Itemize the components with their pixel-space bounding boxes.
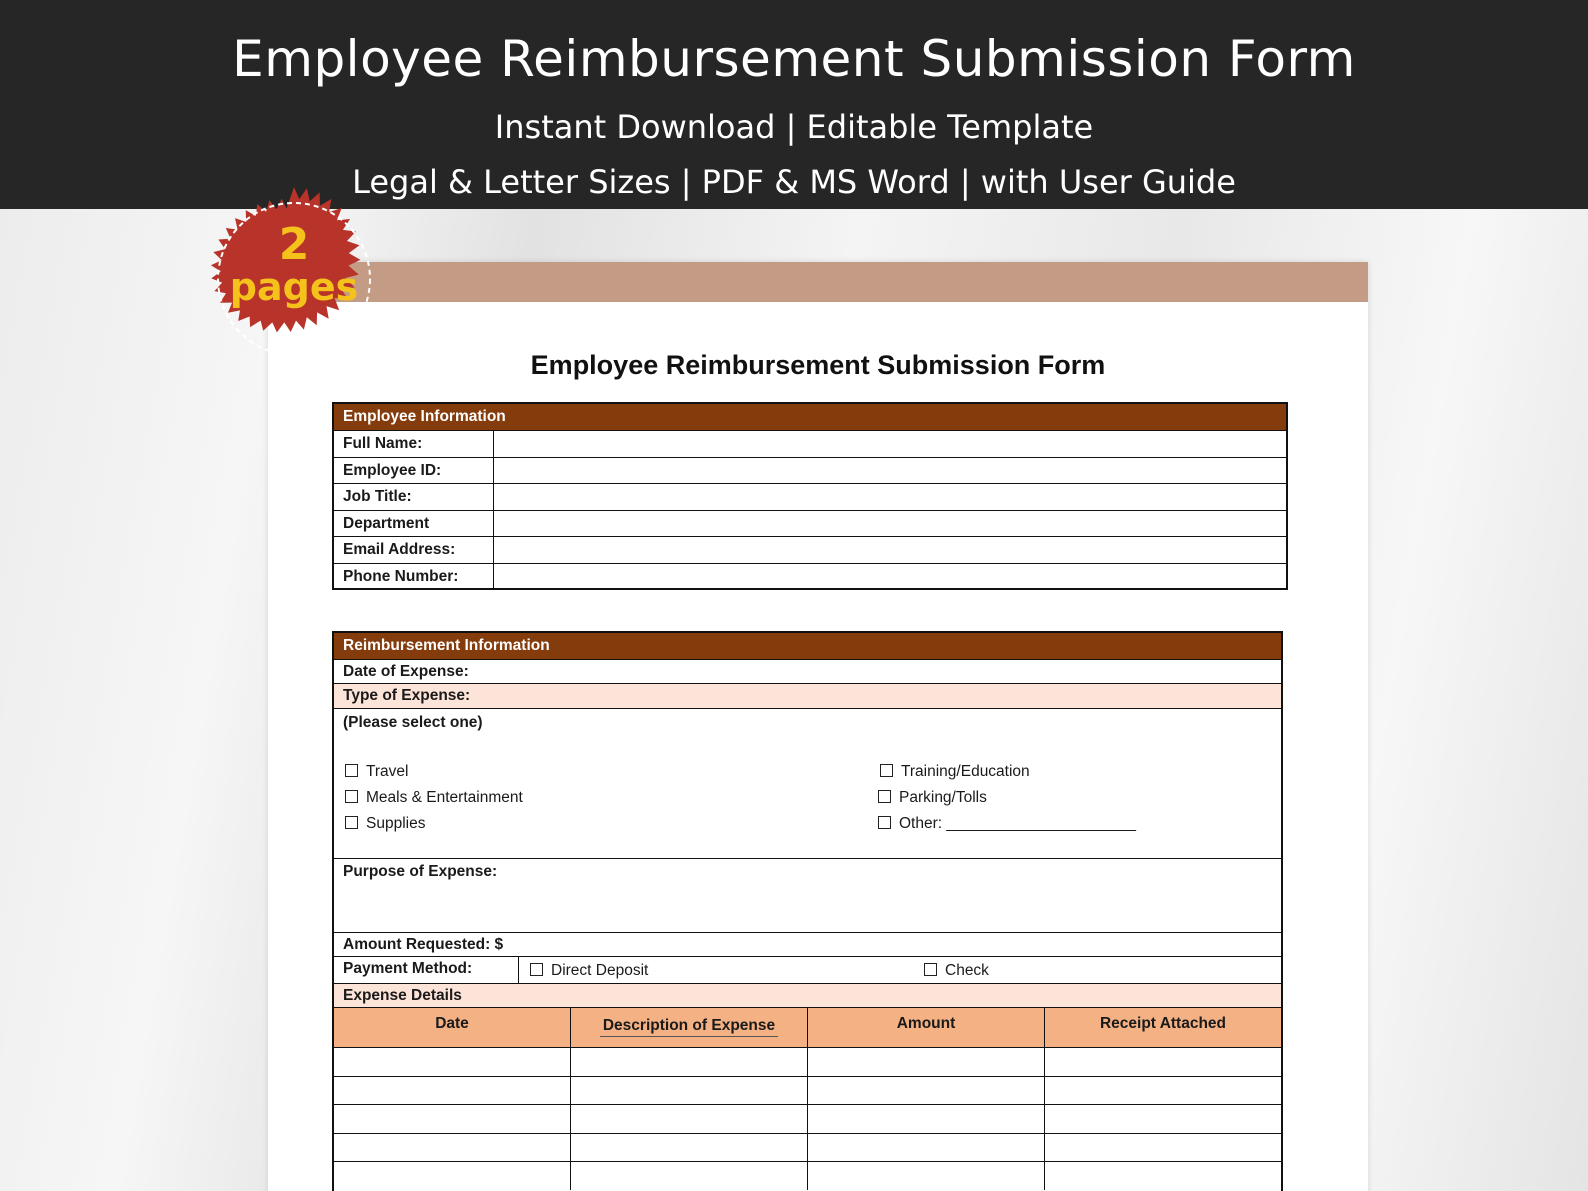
cell-amount[interactable] (808, 1162, 1045, 1190)
reimbursement-info-header: Reimbursement Information (334, 633, 1281, 659)
field-label: Employee ID: (334, 458, 494, 484)
expense-type-options (334, 708, 1281, 858)
option-supplies[interactable] (345, 815, 425, 833)
reimbursement-info-table (332, 631, 1283, 1191)
checkbox-icon (878, 790, 891, 803)
field-row-phone (334, 563, 1286, 590)
expense-details-header (334, 1007, 1281, 1047)
cell-receipt[interactable] (1045, 1134, 1281, 1162)
cell-date[interactable] (334, 1048, 571, 1076)
cell-description[interactable] (571, 1077, 808, 1105)
column-header-amount: Amount (808, 1008, 1045, 1047)
field-label: Phone Number: (334, 564, 494, 590)
payment-method-row (334, 956, 1281, 983)
checkbox-icon (880, 764, 893, 777)
paper-top-strip (268, 262, 1368, 302)
date-of-expense-row[interactable] (334, 659, 1281, 683)
amount-requested-label: Amount Requested: $ (343, 936, 504, 953)
field-row-job-title (334, 483, 1286, 510)
checkbox-icon (345, 816, 358, 829)
field-label: Job Title: (334, 484, 494, 510)
cell-receipt[interactable] (1045, 1077, 1281, 1105)
option-label: Meals & Entertainment (366, 789, 523, 806)
checkbox-icon (878, 816, 891, 829)
job-title-input[interactable] (494, 484, 1286, 510)
cell-date[interactable] (334, 1077, 571, 1105)
table-row[interactable] (334, 1104, 1281, 1133)
banner-subtitle-1: Instant Download | Editable Template (494, 108, 1094, 146)
option-label: Travel (366, 763, 409, 780)
type-of-expense-row (334, 683, 1281, 708)
option-label: Other: ______________________ (899, 815, 1137, 832)
full-name-input[interactable] (494, 431, 1286, 457)
option-label: Training/Education (901, 763, 1030, 780)
checkbox-icon (345, 764, 358, 777)
employee-id-input[interactable] (494, 458, 1286, 484)
field-label: Email Address: (334, 537, 494, 563)
pages-badge (202, 187, 386, 371)
table-row[interactable] (334, 1047, 1281, 1076)
option-training[interactable] (880, 763, 1030, 781)
option-parking[interactable] (878, 789, 987, 807)
cell-amount[interactable] (808, 1077, 1045, 1105)
field-row-full-name (334, 430, 1286, 457)
cell-description[interactable] (571, 1048, 808, 1076)
email-input[interactable] (494, 537, 1286, 563)
date-of-expense-label: Date of Expense: (343, 663, 469, 680)
option-label: Supplies (366, 815, 426, 832)
option-meals[interactable] (345, 789, 523, 807)
table-row[interactable] (334, 1133, 1281, 1162)
option-label: Check (945, 962, 989, 979)
department-input[interactable] (494, 511, 1286, 537)
payment-method-label: Payment Method: (334, 957, 519, 983)
purpose-of-expense-row[interactable] (334, 858, 1281, 932)
type-of-expense-label: Type of Expense: (343, 687, 471, 704)
banner-title: Employee Reimbursement Submission Form (232, 30, 1356, 88)
column-header-description (571, 1008, 808, 1047)
cell-amount[interactable] (808, 1105, 1045, 1133)
table-row[interactable] (334, 1076, 1281, 1105)
checkbox-icon (924, 963, 937, 976)
cell-amount[interactable] (808, 1134, 1045, 1162)
option-label: Parking/Tolls (899, 789, 987, 806)
cell-amount[interactable] (808, 1048, 1045, 1076)
expense-details-label: Expense Details (343, 987, 462, 1004)
cell-description[interactable] (571, 1162, 808, 1190)
field-label: Full Name: (334, 431, 494, 457)
document-title: Employee Reimbursement Submission Form (530, 350, 1106, 380)
top-banner (0, 0, 1588, 209)
field-label: Department (334, 511, 494, 537)
form-paper (268, 262, 1368, 1191)
field-row-department (334, 510, 1286, 537)
cell-description[interactable] (571, 1134, 808, 1162)
employee-info-header: Employee Information (334, 404, 1286, 430)
checkbox-icon (530, 963, 543, 976)
payment-check[interactable] (924, 962, 989, 980)
description-header-text: Description of Expense (600, 1017, 778, 1037)
checkbox-icon (345, 790, 358, 803)
cell-receipt[interactable] (1045, 1105, 1281, 1133)
amount-requested-row[interactable] (334, 932, 1281, 956)
column-header-receipt: Receipt Attached (1099, 1015, 1227, 1032)
employee-info-table (332, 402, 1288, 590)
banner-subtitle-2: Legal & Letter Sizes | PDF & MS Word | with User Guide (352, 163, 1236, 201)
badge-word: pages (229, 265, 359, 309)
option-other[interactable] (878, 815, 1136, 833)
badge-number: 2 (278, 219, 310, 270)
purpose-label: Purpose of Expense: (343, 863, 498, 880)
table-row[interactable] (334, 1161, 1281, 1190)
column-header-date: Date (334, 1008, 571, 1047)
cell-date[interactable] (334, 1134, 571, 1162)
expense-details-row (334, 983, 1281, 1007)
phone-input[interactable] (494, 564, 1286, 590)
payment-direct-deposit[interactable] (530, 962, 648, 980)
cell-receipt[interactable] (1045, 1048, 1281, 1076)
cell-receipt[interactable] (1045, 1162, 1281, 1190)
select-note: (Please select one) (343, 714, 483, 731)
cell-date[interactable] (334, 1105, 571, 1133)
option-label: Direct Deposit (551, 962, 649, 979)
option-travel[interactable] (345, 763, 409, 781)
cell-date[interactable] (334, 1162, 571, 1190)
field-row-employee-id (334, 457, 1286, 484)
cell-description[interactable] (571, 1105, 808, 1133)
field-row-email (334, 536, 1286, 563)
